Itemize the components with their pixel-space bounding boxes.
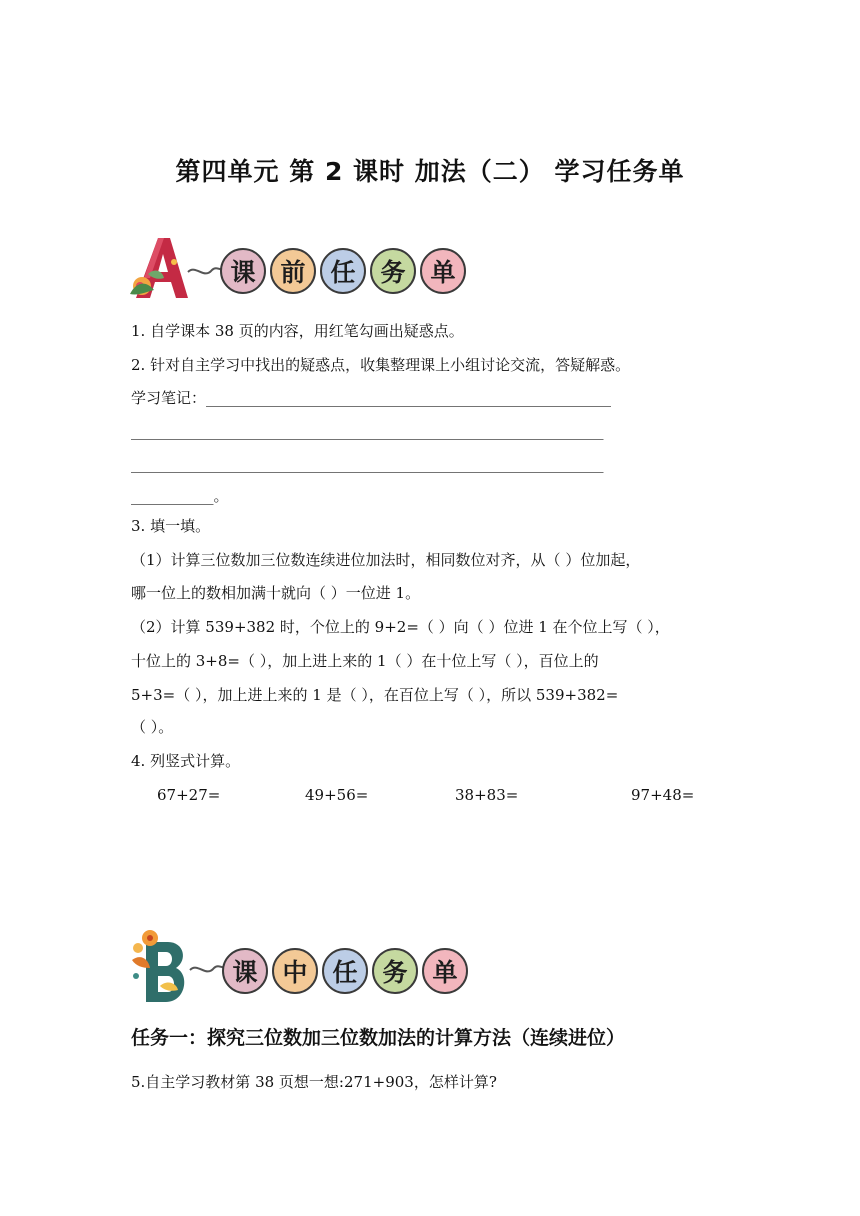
bead-5 (420, 248, 466, 294)
item-4: 4. 列竖式计算。 (131, 752, 241, 770)
bead-char: 课 (232, 958, 258, 987)
notes-line-3: _______________________________________________________________ (131, 455, 604, 473)
notes-label: 学习笔记： (131, 389, 207, 407)
bead-5 (422, 948, 468, 994)
calc-1: 67+27= (157, 786, 221, 804)
item-5: 5.自主学习教材第 38 页想一想:271+903，怎样计算? (131, 1073, 497, 1091)
bead-1 (220, 248, 266, 294)
bead-char: 中 (282, 958, 308, 987)
bead-char: 务 (380, 258, 406, 287)
question-2-line-3: 5+3=（ ），加上进上来的 1 是（ ），在百位上写（ ），所以 539+382= (131, 686, 619, 704)
calc-4: 97+48= (631, 786, 695, 804)
task-1-heading: 任务一：探究三位数加三位数加法的计算方法（连续进位） (131, 1027, 626, 1049)
notes-line-2: _______________________________________________________________ (131, 422, 604, 440)
bead-4 (372, 948, 418, 994)
bead-char: 课 (230, 258, 256, 287)
question-2-line-4: （ ）。 (131, 718, 174, 736)
bead-char: 单 (430, 258, 456, 287)
question-2-line-1: （2）计算 539+382 时，个位上的 9+2=（ ）向（ ）位进 1 在个位上写（ ）， (131, 618, 670, 636)
question-1-line-2: 哪一位上的数相加满十就向（ ）一位进 1。 (131, 584, 421, 602)
banner-in-class-tasks (130, 928, 475, 1008)
bead-char: 任 (332, 958, 358, 987)
bead-4 (370, 248, 416, 294)
bead-3 (320, 248, 366, 294)
calc-2: 49+56= (305, 786, 369, 804)
notes-blank: ______________________________________________________ (206, 389, 612, 407)
item-3: 3. 填一填。 (131, 517, 211, 535)
bead-char: 务 (382, 958, 408, 987)
bead-1 (222, 948, 268, 994)
bead-char: 前 (280, 258, 306, 287)
page-title: 第四单元 第 2 课时 加法（二） 学习任务单 (175, 157, 685, 186)
calc-3: 38+83= (455, 786, 519, 804)
banner-pre-class-tasks (128, 234, 473, 304)
bead-3 (322, 948, 368, 994)
question-2-line-2: 十位上的 3+8=（ ），加上进上来的 1（ ）在十位上写（ ），百位上的 (131, 652, 599, 670)
bead-2 (272, 948, 318, 994)
bead-char: 单 (432, 958, 458, 987)
bead-2 (270, 248, 316, 294)
bead-char: 任 (330, 258, 356, 287)
notes-line-1 (131, 388, 611, 408)
question-1-line-1: （1）计算三位数加三位数连续进位加法时，相同数位对齐，从（ ）位加起， (131, 551, 641, 569)
item-2: 2. 针对自主学习中找出的疑惑点，收集整理课上小组讨论交流，答疑解惑。 (131, 356, 631, 374)
item-1: 1. 自学课本 38 页的内容，用红笔勾画出疑惑点。 (131, 322, 464, 340)
notes-line-4: ___________。 (131, 487, 229, 505)
